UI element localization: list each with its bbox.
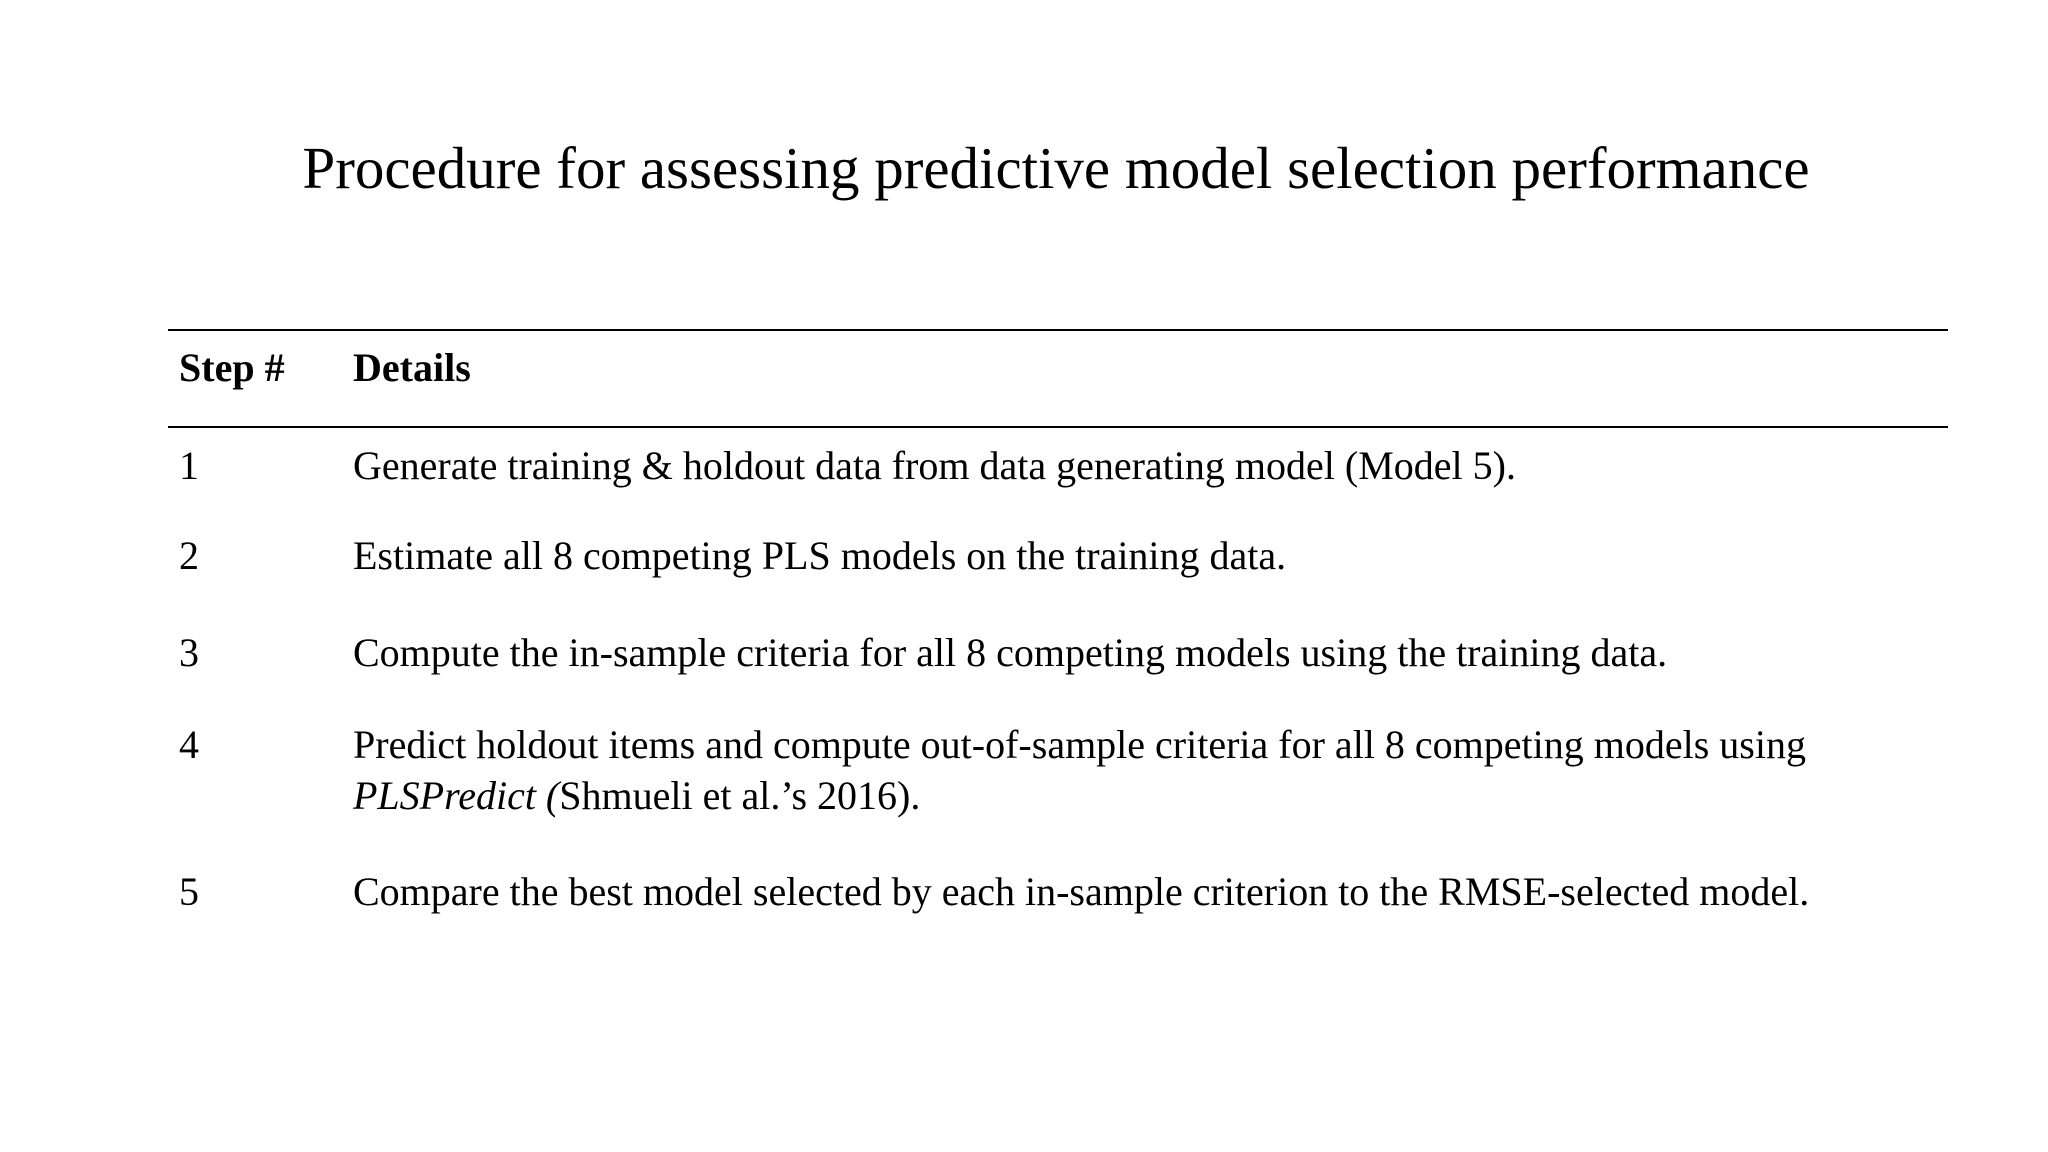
citation-text: Shmueli et al.’s 2016). [559,773,921,818]
row-details: Predict holdout items and compute out-of-sample criteria for all 8 competing models using [353,722,1806,767]
row-step-number: 3 [179,630,199,675]
page-title: Procedure for assessing predictive model selection performance [302,135,1810,201]
row-details-continuation [353,770,920,821]
row-details: Estimate all 8 competing PLS models on the training data. [353,533,1287,578]
row-details: Compute the in-sample criteria for all 8 competing models using the training data. [353,630,1668,675]
software-name: PLSPredict ( [353,773,560,818]
row-step-number: 1 [179,443,199,488]
table-header-rule [168,426,1948,428]
table-top-rule [168,329,1948,331]
header-step: Step # [179,345,285,390]
row-details: Compare the best model selected by each in-sample criterion to the RMSE-selected model. [353,869,1810,914]
row-step-number: 4 [179,722,199,767]
row-details: Generate training & holdout data from data generating model (Model 5). [353,443,1516,488]
header-details: Details [353,345,471,390]
row-step-number: 2 [179,533,199,578]
row-step-number: 5 [179,869,199,914]
